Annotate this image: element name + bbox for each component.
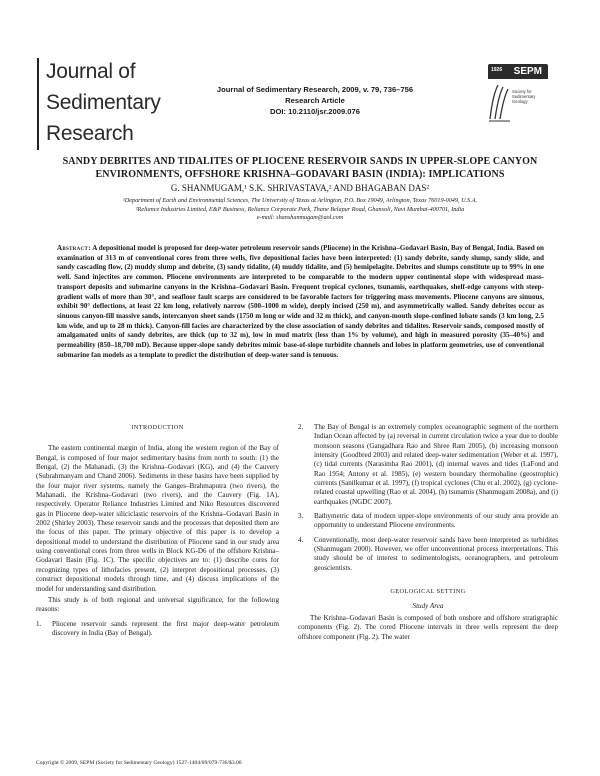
list-item — [298, 512, 558, 531]
list-item-number: 2. — [298, 423, 304, 431]
sepm-logo-tagline: Society for Sedimentary Geology — [512, 89, 536, 104]
list-item-number: 4. — [298, 535, 304, 544]
affiliation: ²Reliance Industries Limited, E&P Business, Reliance Corporate Park, Thane Belapur Road, Ghansoli, Navi Mumbai-400701, India — [135, 205, 465, 213]
citation-reference: Journal of Sedimentary Research, 2009, v. 79, 736–756 — [216, 85, 414, 94]
list-item-text: Bathymetric data of modern upper-slope environments of our study area provide an opportunity to understand Pliocene environments. — [314, 512, 558, 530]
paragraph: The Krishna–Godavari Basin is composed of both onshore and offshore stratigraphic components (Fig. 2). The cored Pliocene intervals in three wells represent the deep offshore component (Fig. 2). The water — [298, 613, 558, 641]
list-item-text: Conventionally, most deep-water reservoir sands have been interpreted as turbidites (Shanmugam 2000). However, we offer unconventional process interpretations. This study should be of interest to sedimentologists, oceanographers, and petroleum geoscientists. — [314, 535, 558, 572]
list-item-number: 1. — [36, 619, 42, 628]
journal-title — [46, 56, 166, 149]
article-type: Research Article — [285, 96, 345, 105]
paper-title-line: SANDY DEBRITES AND TIDALITES OF PLIOCENE RESERVOIR SANDS IN UPPER-SLOPE CANYON — [62, 156, 538, 167]
abstract — [57, 244, 544, 360]
sepm-logo-body — [488, 79, 548, 128]
sepm-logo-bar — [488, 64, 548, 79]
sepm-logo — [488, 64, 548, 128]
sepm-logo-year: 1926 — [491, 67, 503, 73]
list-item-text: Pliocene reservoir sands represent the first major deep-water petroleum discovery in India (Bay of Bengal). — [52, 619, 279, 637]
right-column — [298, 423, 558, 642]
citation-block — [170, 84, 460, 117]
list-item-text: The Bay of Bengal is an extremely complex oceanographic segment of the northern Indian Ocean affected by (a) reversal in current circulation twice a year due to double monsoon seasons (Gangadhara Rao and Shree Ram 2005), (b) increasing monsoon intensity (Goodbred 2003) and related deep-water sedimentation (Weber et al. 1997), (c) tidal currents (Narasimha Rao 2001), (d) internal waves and tides (LaFond and Rao 1954; Antony et al. 1985), (e) western boundary thermohaline (geostrophic) currents (Sanilkumar et al. 1997), (f) tropical cyclones (Chu et al. 2002), (g) cyclone-related coastal upwelling (Rao et al. 2004), (h) tsunamis (Shanmugam 2008a), and (i) earthquakes (NGDC 2007). — [314, 423, 558, 506]
section-heading-introduction: INTRODUCTION — [131, 424, 184, 431]
list-item — [298, 423, 558, 507]
list-item — [298, 536, 558, 573]
abstract-label: Abstract: — [57, 244, 91, 252]
author-email: e-mail: shanshanmugam@aol.com — [256, 214, 344, 221]
abstract-text: A depositional model is proposed for deep-water petroleum reservoir sands (Pliocene) in the Krishna–Godavari Basin, Bay of Bengal, India. Based on examination of 313 m of conventional cores from three wells, five depositional facies have been interpreted: (1) sandy debrite, sandy slump, sandy slide, and sandy cascading flow, (2) muddy slump and debrite, (3) sandy tidalite, (4) muddy tidalite, and (5) hemipelagite. Debrites and slumps constitute up to 99% in one well. Sand injectites are common. Pliocene environments are interpreted to be comparable to the modern upper continental slope with widespread mass-transport deposits and submarine canyons in the Krishna–Godavari Basin. Frequent tropical cyclones, tsunamis, earthquakes, shelf-edge canyons with steep-gradient walls of more than 30°, and seafloor fault scarps are considered to be favorable factors for triggering mass movements. Pliocene canyons are sinuous, exhibit 90° deflections, at least 22 km long, relatively narrow (500–1000 m wide), deeply incised (250 m), and asymmetrically walled. Sandy debrites occur as sinuous canyon-fill massive sands, intercanyon sheet sands (1750 m long or wide and 32 m thick), and canyon-mouth slope-confined lobate sands (3 km long, 2.5 km wide, and up to 28 m thick). Canyon-fill facies are characterized by the close association of sandy debrites and tidalites. Reservoir sands, composed mostly of amalgamated units of sandy debrites, are thick (up to 32 m), low in mud matrix (less than 1% by volume), and high in measured porosity (35–40%) and permeability (850–18,700 mD). Because upper-slope sandy debrites mimic base-of-slope turbidite channels and lobes in platform geometries, use of conventional submarine fan models as a template to predict the distribution of deep-water sand is tenuous. — [57, 244, 544, 359]
author-list: G. SHANMUGAM,¹ S.K. SHRIVASTAVA,² AND BHAGABAN DAS² — [170, 183, 430, 193]
affiliation: ¹Department of Earth and Environmental Sciences, The University of Texas at Arlington, P.O. Box 19049, Arlington, Texas 76019-0049, U.S.A. — [122, 197, 478, 204]
paragraph: The eastern continental margin of India, along the western region of the Bay of Bengal, is composed of four major sedimentary basins from north to south: (1) the Bengal, (2) the Mahanadi, (3) the Krishna–Godavari (KG), and (4) the Cauvery (Subrahmanyam and Chand 2006). Sediments in these basins have been supplied by the four major river systems, namely the Ganges–Brahmaputra (two rivers), the Mahanadi, the Krishna–Godavari (two rivers), and the Cauvery (Fig. 1A), respectively. Operator Reliance Industries Limited and Niko Resources discovered gas in Pliocene deep-water siliciclastic reservoirs of the Krishna–Godavari Basin in 2002 (Shirley 2003). These reservoir sands and the processes that deposited them are the focus of this paper. The primary objective of this paper is to develop a depositional model to understand the distribution of Pliocene sand in our study area using conventional cores from three wells in Block KG-D6 of the offshore Krishna–Godavari Basin (Fig. 1C). The specific objectives are to: (1) describe cores for recognizing types of lithofacies present, (2) interpret depositional processes, (3) construct depositional models through time, and (4) discuss implications of the model for understanding sand distribution. — [36, 444, 279, 593]
affiliations — [40, 197, 560, 223]
subsection-heading-study-area: Study Area — [412, 601, 444, 610]
journal-title-line: Sedimentary — [46, 91, 161, 114]
section-heading-geological-setting: GEOLOGICAL SETTING — [390, 588, 466, 596]
journal-title-line: Journal of — [46, 60, 136, 83]
journal-title-rule — [37, 58, 39, 150]
paper-title — [40, 155, 560, 181]
doi: DOI: 10.2110/jsr.2009.076 — [270, 107, 360, 116]
sepm-logo-name: SEPM — [513, 66, 542, 77]
copyright-footer: Copyright © 2009, SEPM (Society for Sedimentary Geology) 1527-1404/09/079-736/$3.00 — [36, 760, 242, 766]
list-item-number: 3. — [298, 512, 304, 521]
sepm-emblem-icon — [488, 79, 512, 128]
paragraph: This study is of both regional and universal significance, for the following reasons: — [36, 595, 279, 614]
left-column — [36, 423, 279, 638]
list-item — [36, 620, 279, 639]
journal-title-line: Research — [46, 122, 134, 145]
paper-title-line: ENVIRONMENTS, OFFSHORE KRISHNA–GODAVARI BASIN (INDIA): IMPLICATIONS — [95, 169, 505, 180]
